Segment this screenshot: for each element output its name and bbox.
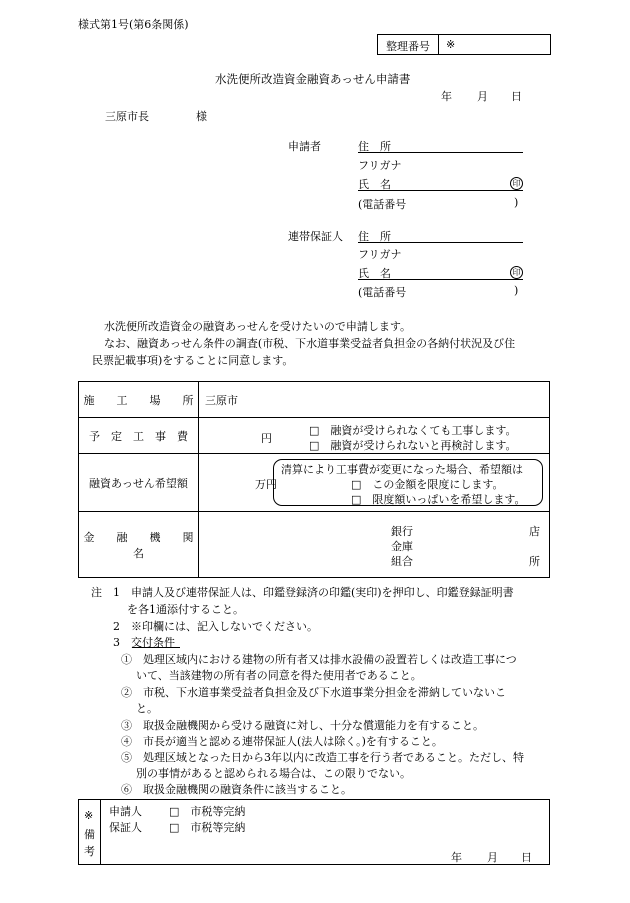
cost-label: 予 定 工 事 費 xyxy=(79,418,199,454)
application-table xyxy=(78,381,550,578)
loan-option-1[interactable]: □ この金額を限度にします。 xyxy=(351,477,504,491)
note-3-underline xyxy=(132,647,180,648)
seiri-divider xyxy=(438,35,439,54)
note-2: 2 ※印欄には、記入しないでください。 xyxy=(113,620,318,633)
bank-cell xyxy=(199,512,550,578)
bank-suffix-2: 所 xyxy=(529,554,540,568)
applicant-seal: 印 xyxy=(510,177,523,190)
cost-unit: 円 xyxy=(261,431,272,445)
seiri-label: 整理番号 xyxy=(386,40,430,53)
loan-label: 融資あっせん希望額 xyxy=(79,454,199,512)
remarks-label-1: 備 xyxy=(84,828,95,841)
addressee-honorific: 様 xyxy=(196,110,207,123)
guarantor-address-label: 住 所 xyxy=(358,230,391,243)
remarks-box xyxy=(78,799,550,865)
remarks-guarantor: 保証人 xyxy=(109,821,142,834)
body-line-2: なお、融資あっせん条件の調査(市税、下水道事業受益者負担金の各納付状況及び住 xyxy=(104,337,516,350)
guarantor-furigana-label: フリガナ xyxy=(358,248,402,261)
applicant-phone-close: ) xyxy=(514,196,519,209)
condition-1: ① 処理区域内における建物の所有者又は排水設備の設置若しくは改造工事につ xyxy=(121,653,517,666)
remarks-date-day: 日 xyxy=(521,851,532,864)
loan-unit: 万円 xyxy=(255,477,277,491)
condition-4: ④ 市長が適当と認める連帯保証人(法人は除く。)を有すること。 xyxy=(121,735,443,748)
date-day: 日 xyxy=(511,90,522,103)
note-3: 3 交付条件 xyxy=(113,636,175,649)
cost-option-2[interactable]: □ 融資が受けられないと再検討します。 xyxy=(309,438,517,452)
condition-1-cont: いて、当該建物の所有者の同意を得た使用者であること。 xyxy=(136,669,422,682)
guarantor-seal: 印 xyxy=(510,266,523,279)
guarantor-phone-close: ) xyxy=(514,284,519,297)
seiri-mark: ※ xyxy=(446,38,456,51)
bank-suffix-1: 店 xyxy=(529,524,540,538)
cost-cell xyxy=(199,418,550,454)
applicant-phone-open: (電話番号 xyxy=(358,198,407,211)
loan-cell xyxy=(199,454,550,512)
bank-type-2: 金庫 xyxy=(391,539,413,553)
remarks-label-mark: ※ xyxy=(84,809,94,822)
condition-2-cont: と。 xyxy=(136,702,158,715)
loan-option-2[interactable]: □ 限度額いっぱいを希望します。 xyxy=(351,492,526,506)
applicant-name-label: 氏 名 xyxy=(358,178,391,191)
remarks-guarantor-check[interactable]: □ 市税等完納 xyxy=(169,821,246,834)
remarks-label-2: 考 xyxy=(84,845,95,858)
bank-type-1: 銀行 xyxy=(391,524,413,538)
condition-2: ② 市税、下水道事業受益者負担金及び下水道事業分担金を滞納していないこ xyxy=(121,686,506,699)
cost-row xyxy=(79,418,550,454)
site-label: 施 工 場 所 xyxy=(79,382,199,418)
site-value: 三原市 xyxy=(199,382,550,418)
applicant-address-line xyxy=(358,152,523,153)
date-month: 月 xyxy=(477,90,488,103)
condition-5: ⑤ 処理区域となった日から3年以内に改造工事を行う者であること。ただし、特 xyxy=(121,751,524,764)
bank-row xyxy=(79,512,550,578)
date-year: 年 xyxy=(441,90,452,103)
applicant-role: 申請者 xyxy=(288,140,321,153)
remarks-applicant: 申請人 xyxy=(109,805,142,818)
applicant-name-line xyxy=(358,190,523,191)
guarantor-name-label: 氏 名 xyxy=(358,267,391,280)
body-line-3: 民票記載事項)をすることに同意します。 xyxy=(92,354,294,367)
form-number: 様式第1号(第6条関係) xyxy=(78,18,189,31)
remarks-label-cell xyxy=(79,800,101,864)
loan-row xyxy=(79,454,550,512)
site-row xyxy=(79,382,550,418)
bank-label: 金 融 機 関 名 xyxy=(79,512,199,578)
addressee-name: 三原市長 xyxy=(105,110,149,123)
condition-6: ⑥ 取扱金融機関の融資条件に該当すること。 xyxy=(121,783,352,796)
note-1-cont: を各1通添付すること。 xyxy=(127,603,244,616)
note-1: 注 1 申請人及び連帯保証人は、印鑑登録済の印鑑(実印)を押印し、印鑑登録証明書 xyxy=(91,586,514,599)
seiri-box xyxy=(377,34,551,55)
guarantor-role: 連帯保証人 xyxy=(288,230,343,243)
condition-3: ③ 取扱金融機関から受ける融資に対し、十分な償還能力を有すること。 xyxy=(121,719,484,732)
loan-note: 清算により工事費が変更になった場合、希望額は xyxy=(281,462,523,476)
bank-type-3: 組合 xyxy=(391,554,413,568)
form-title: 水洗便所改造資金融資あっせん申請書 xyxy=(215,72,411,86)
remarks-applicant-check[interactable]: □ 市税等完納 xyxy=(169,805,246,818)
applicant-furigana-label: フリガナ xyxy=(358,159,402,172)
remarks-date-month: 月 xyxy=(487,851,498,864)
remarks-date-year: 年 xyxy=(451,851,462,864)
guarantor-phone-open: (電話番号 xyxy=(358,286,407,299)
condition-5-cont: 別の事情があると認められる場合は、この限りでない。 xyxy=(136,767,411,780)
applicant-address-label: 住 所 xyxy=(358,140,391,153)
cost-option-1[interactable]: □ 融資が受けられなくても工事します。 xyxy=(309,423,517,437)
guarantor-name-line xyxy=(358,279,523,280)
guarantor-address-line xyxy=(358,242,523,243)
body-line-1: 水洗便所改造資金の融資あっせんを受けたいので申請します。 xyxy=(104,320,412,333)
